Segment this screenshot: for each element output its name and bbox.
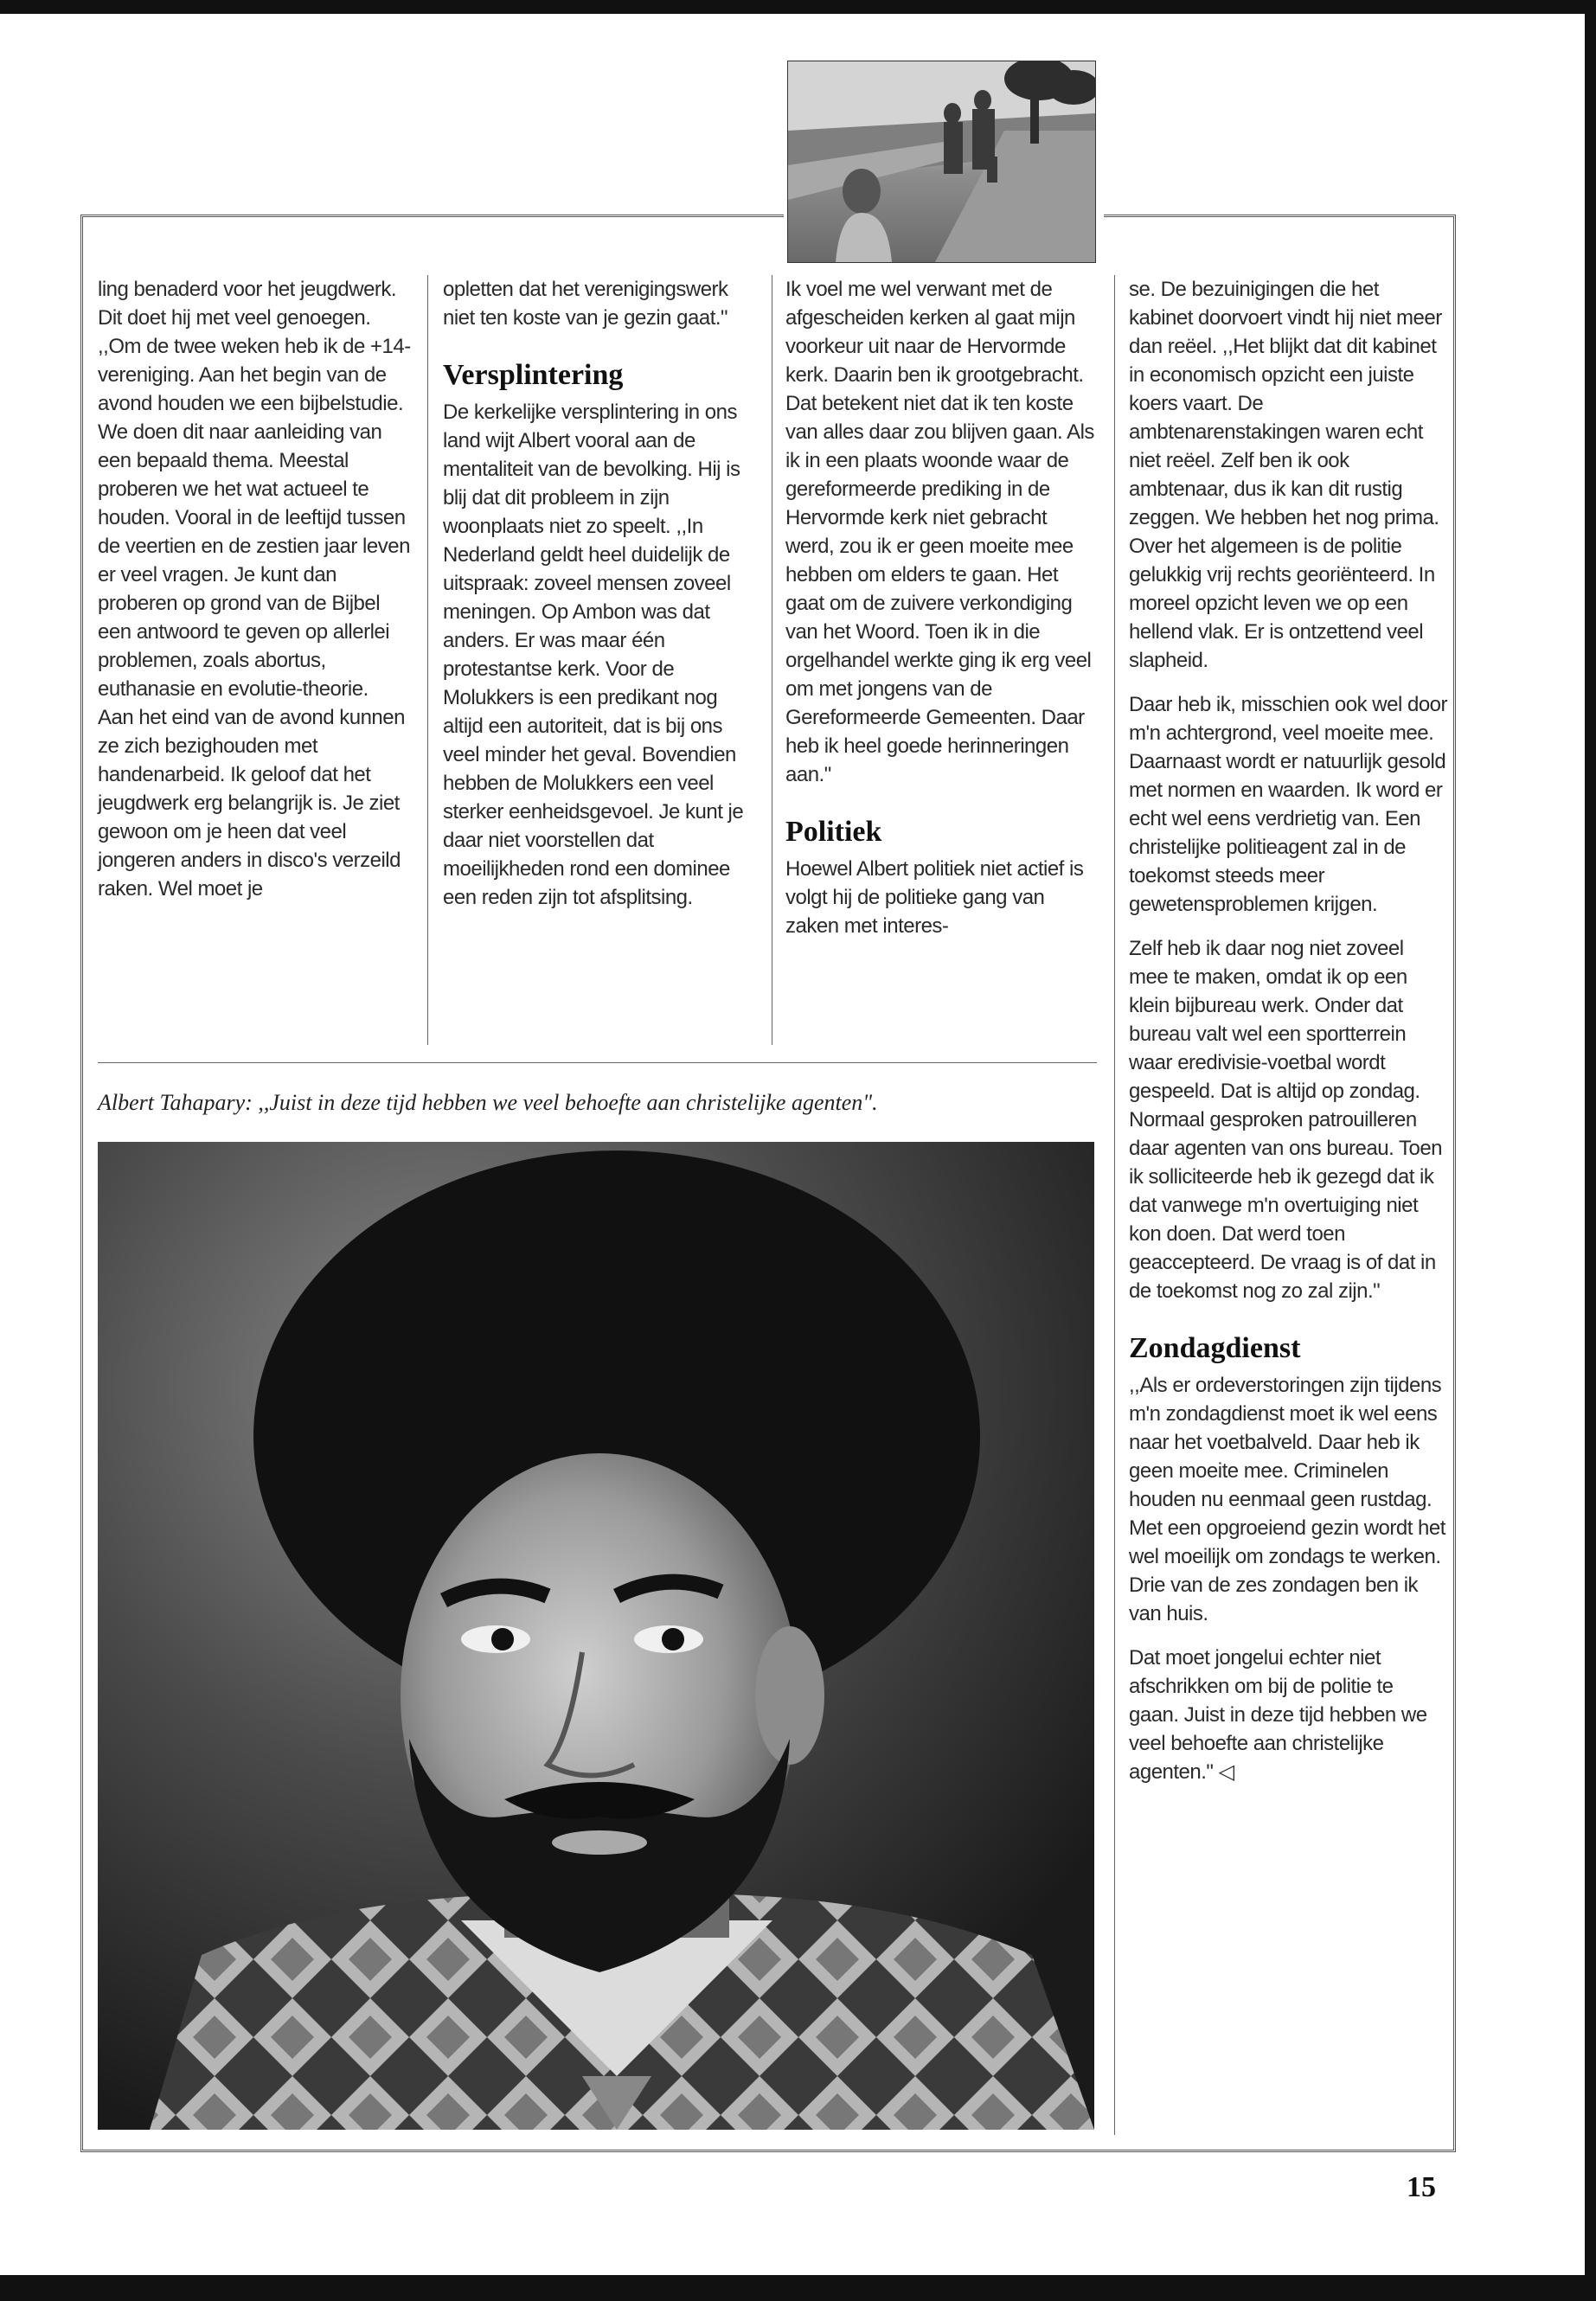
family-photo <box>787 61 1096 263</box>
heading-versplintering: Versplintering <box>443 359 624 391</box>
column-rule-1 <box>427 275 428 1045</box>
photo-caption: Albert Tahapary: ,,Juist in deze tijd hebben we veel behoefte aan christelijke agenten". <box>98 1090 878 1115</box>
col1-paragraph-1: ling benaderd voor het jeugdwerk. Dit doet hij met veel genoegen. ,,Om de twee weken heb ik de +14-vereniging. Aan het begin van de avond houden we een bijbelstudie. We doen dit naar aanleiding van een bepaald thema. Meestal proberen we het wat actueel te houden. Vooral in de leeftijd tussen de veertien en de zestien jaar leven er veel vragen. Je kunt dan proberen op grond van de Bijbel een antwoord te geven op allerlei problemen, zoals abortus, euthanasie en evolutie-theorie. <box>98 278 411 701</box>
col2-body: De kerkelijke versplintering in ons land wijt Albert vooral aan de mentaliteit van de bevolking. Hij is blij dat dit probleem in zijn woonplaats niet zo speelt. ,,In Nederland geldt heel duidelijk de uitspraak: zoveel mensen zoveel meningen. Op Ambon was dat anders. Er was maar één protestantse kerk. Voor de Molukkers is een predikant nog altijd een autoriteit, dat is bij ons veel minder het geval. Bovendien hebben de Molukkers een veel sterker eenheidsgevoel. Je kunt je daar niet voorstellen dat moeilijkheden rond een dominee een reden zijn tot afsplitsing. <box>443 401 744 909</box>
col2-intro: opletten dat het verenigingswerk niet ten koste van je gezin gaat." <box>443 278 728 330</box>
col4-paragraph-1: se. De bezuinigingen die het kabinet doorvoert vindt hij niet meer dan reëel. ,,Het blijkt dat dit kabinet in economisch opzicht een juiste koers vaart. De ambtenarenstakingen waren echt niet reëel. Zelf ben ik ook ambtenaar, dus ik kan dit rustig zeggen. We hebben het nog prima. Over het algemeen is de politie gelukkig vrij rechts georiënteerd. In moreel opzicht leven we op een hellend vlak. Er is ontzettend veel slapheid. <box>1129 278 1442 672</box>
col4-zondag-paragraph-2: Dat moet jongelui echter niet afschrikken om bij de politie te gaan. Juist in deze tijd hebben we veel behoefte aan christelijke agenten." ◁ <box>1129 1646 1427 1784</box>
column-rule-3 <box>1114 275 1115 2135</box>
article-column-2 <box>443 275 754 912</box>
top-border-bar <box>0 0 1596 14</box>
col4-paragraph-2: Daar heb ik, misschien ook wel door m'n achtergrond, veel moeite mee. Daarnaast wordt er natuurlijk gesold met normen en waarden. Ik word er echt wel eens verdrietig van. Een christelijke politieagent zal in de toekomst steeds meer gewetensproblemen krijgen. <box>1129 693 1448 916</box>
portrait-illustration <box>98 1142 1094 2130</box>
col4-zondag-paragraph-1: ,,Als er ordeverstoringen zijn tijdens m'n zondagdienst moet ik wel eens naar het voetbalveld. Daar heb ik geen moeite mee. Criminelen houden nu eenmaal geen rustdag. Met een opgroeiend gezin wordt het wel moeilijk om zondags te werken. Drie van de zes zondagen ben ik van huis. <box>1129 1374 1445 1625</box>
col4-paragraph-3: Zelf heb ik daar nog niet zoveel mee te maken, omdat ik op een klein bijbureau werk. Onder dat bureau valt wel een sportterrein waar eredivisie-voetbal wordt gespeeld. Dat is altijd op zondag. Normaal gesproken patrouilleren daar agenten van ons bureau. Toen ik solliciteerde heb ik gezegd dat ik dat vanwege m'n overtuiging niet kon doen. Dat werd toen geaccepteerd. De vraag is of dat in de toekomst nog zo zal zijn." <box>1129 937 1443 1303</box>
article-column-3 <box>785 275 1097 940</box>
portrait-photo <box>98 1142 1094 2130</box>
heading-zondagdienst: Zondagdienst <box>1129 1332 1301 1364</box>
col1-paragraph-2: Aan het eind van de avond kunnen ze zich bezighouden met handenarbeid. Ik geloof dat het jeugdwerk erg belangrijk is. Je ziet gewoon om je heen dat veel jongeren anders in disco's verzeild raken. Wel moet je <box>98 706 405 901</box>
page-number: 15 <box>1407 2171 1436 2203</box>
article-column-4 <box>1129 275 1447 1786</box>
family-photo-illustration <box>788 61 1095 262</box>
heading-politiek: Politiek <box>785 816 882 848</box>
caption-rule <box>98 1062 1097 1063</box>
col3-politiek: Hoewel Albert politiek niet actief is volgt hij de politieke gang van zaken met interes- <box>785 857 1084 938</box>
right-border-bar <box>1585 0 1596 2301</box>
article-column-1 <box>98 275 418 903</box>
col3-body: Ik voel me wel verwant met de afgescheiden kerken al gaat mijn voorkeur uit naar de Hervormde kerk. Daarin ben ik grootgebracht. Dat betekent niet dat ik ten koste van alles daar zou blijven gaan. Als ik in een plaats woonde waar de gereformeerde prediking in de Hervormde kerk niet gebracht werd, zou ik er geen moeite mee hebben om elders te gaan. Het gaat om de zuivere verkondiging van het Woord. Toen ik in die orgelhandel werkte ging ik erg veel om met jongens van de Gereformeerde Gemeenten. Daar heb ik heel goede herinneringen aan." <box>785 278 1094 786</box>
bottom-border-bar <box>0 2275 1596 2301</box>
